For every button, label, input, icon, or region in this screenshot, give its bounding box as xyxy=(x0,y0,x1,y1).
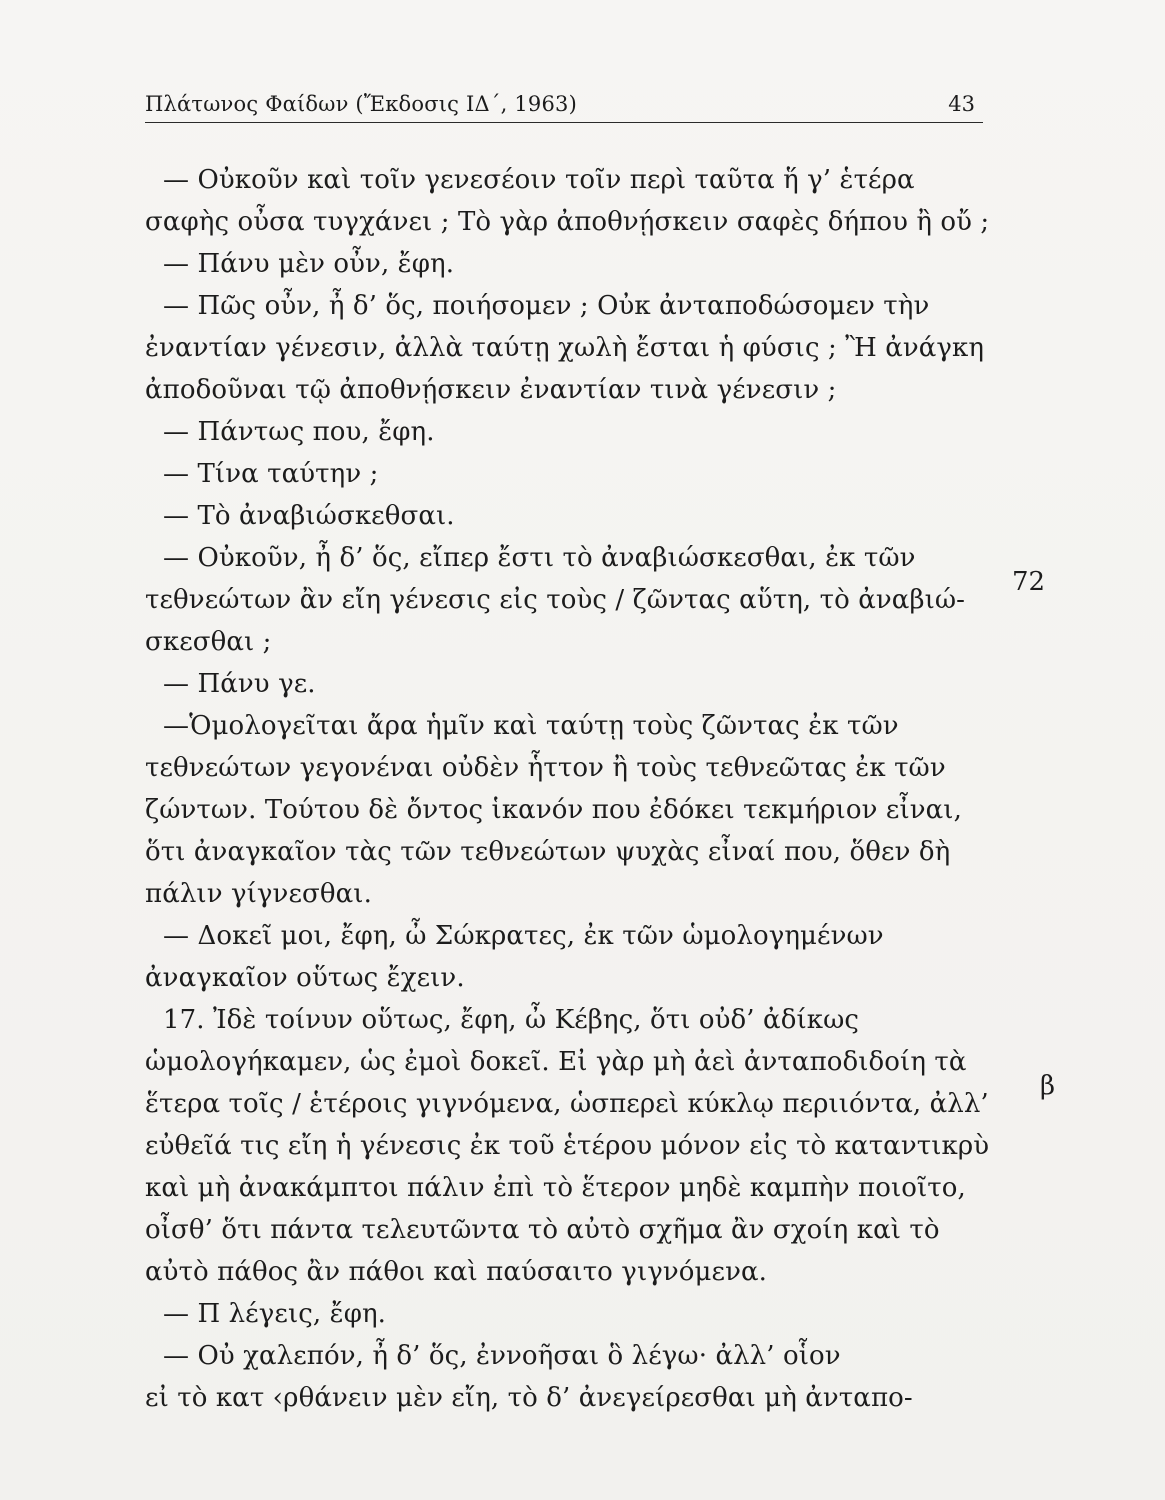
text-line: ὡμολογήκαμεν, ὡς ἐμοὶ δοκεῖ. Εἰ γὰρ μὴ ἀεὶ ἀνταποδιδοίη τὰ xyxy=(145,1047,967,1077)
text-line: εἰ τὸ κατ ‹ρθάνειν μὲν εἴη, τὸ δ’ ἀνεγείρεσθαι μὴ ἀνταπο- xyxy=(145,1383,913,1413)
text-line: — Πῶς οὖν, ἦ δ’ ὅς, ποιήσομεν ; Οὐκ ἀνταποδώσομεν τὴν xyxy=(163,291,930,321)
text-line: 17. Ἰδὲ τοίνυν οὕτως, ἔφη, ὦ Κέβης, ὅτι οὐδ’ ἀδίκως xyxy=(163,1005,860,1035)
running-title: Πλάτωνος Φαίδων (Ἔκδοσις ΙΔ΄, 1963) xyxy=(145,92,577,116)
text-line: — Πάνυ μὲν οὖν, ἔφη. xyxy=(163,249,455,279)
text-line: εὐθεῖά τις εἴη ἡ γένεσις ἐκ τοῦ ἑτέρου μόνον εἰς τὸ καταντικρὺ xyxy=(145,1131,990,1161)
text-line: τεθνεώτων γεγονέναι οὐδὲν ἧττον ἢ τοὺς τεθνεῶτας ἐκ τῶν xyxy=(145,753,946,783)
text-line: — Π λέγεις, ἔφη. xyxy=(163,1299,387,1329)
text-line: ζώντων. Τούτου δὲ ὄντος ἱκανόν που ἐδόκει τεκμήριον εἶναι, xyxy=(145,795,962,825)
text-line: — Πάνυ γε. xyxy=(163,669,316,699)
page-number: 43 xyxy=(948,92,975,116)
text-line: ἕτερα τοῖς / ἑτέροις γιγνόμενα, ὡσπερεὶ κύκλῳ περιιόντα, ἀλλ’ xyxy=(145,1089,989,1119)
text-line: σκεσθαι ; xyxy=(145,627,272,657)
text-line: αὐτὸ πάθος ἂν πάθοι καὶ παύσαιτο γιγνόμενα. xyxy=(145,1257,768,1287)
text-line: πάλιν γίγνεσθαι. xyxy=(145,879,372,909)
text-line: τεθνεώτων ἂν εἴη γένεσις εἰς τοὺς / ζῶντας αὕτη, τὸ ἀναβιώ- xyxy=(145,585,966,615)
text-line: — Πάντως που, ἔφη. xyxy=(163,417,435,447)
text-line: σαφὴς οὖσα τυγχάνει ; Τὸ γὰρ ἀποθνῄσκειν σαφὲς δήπου ἢ οὔ ; xyxy=(145,207,990,237)
stephanus-section-letter: β xyxy=(1040,1071,1056,1101)
text-line: οἶσθ’ ὅτι πάντα τελευτῶντα τὸ αὐτὸ σχῆμα ἂν σχοίη καὶ τὸ xyxy=(145,1215,940,1245)
text-line: — Οὐ χαλεπόν, ἦ δ’ ὅς, ἐννοῆσαι ὃ λέγω· ἀλλ’ οἷον xyxy=(163,1341,841,1371)
text-line: ὅτι ἀναγκαῖον τὰς τῶν τεθνεώτων ψυχὰς εἶναί που, ὅθεν δὴ xyxy=(145,837,951,867)
text-line: — Δοκεῖ μοι, ἔφη, ὦ Σώκρατες, ἐκ τῶν ὡμολογημένων xyxy=(163,921,884,951)
text-line: καὶ μὴ ἀνακάμπτοι πάλιν ἐπὶ τὸ ἕτερον μηδὲ καμπὴν ποιοῖτο, xyxy=(145,1173,966,1203)
text-line: — Οὐκοῦν καὶ τοῖν γενεσέοιν τοῖν περὶ ταῦτα ἥ γ’ ἑτέρα xyxy=(163,165,915,195)
page-header xyxy=(145,88,983,123)
text-line: ἀναγκαῖον οὕτως ἔχειν. xyxy=(145,963,465,993)
text-line: ἐναντίαν γένεσιν, ἀλλὰ ταύτῃ χωλὴ ἔσται ἡ φύσις ; Ἢ ἀνάγκη xyxy=(145,333,985,363)
text-line: — Τίνα ταύτην ; xyxy=(163,459,379,489)
text-line: —Ὁμολογεῖται ἄρα ἡμῖν καὶ ταύτῃ τοὺς ζῶντας ἐκ τῶν xyxy=(163,711,899,741)
text-line: — Οὐκοῦν, ἦ δ’ ὅς, εἴπερ ἔστι τὸ ἀναβιώσκεσθαι, ἐκ τῶν xyxy=(163,543,916,573)
text-line: ἀποδοῦναι τῷ ἀποθνῄσκειν ἐναντίαν τινὰ γένεσιν ; xyxy=(145,375,837,405)
stephanus-number: 72 xyxy=(1012,567,1046,597)
text-line: — Τὸ ἀναβιώσκεθσαι. xyxy=(163,501,455,531)
